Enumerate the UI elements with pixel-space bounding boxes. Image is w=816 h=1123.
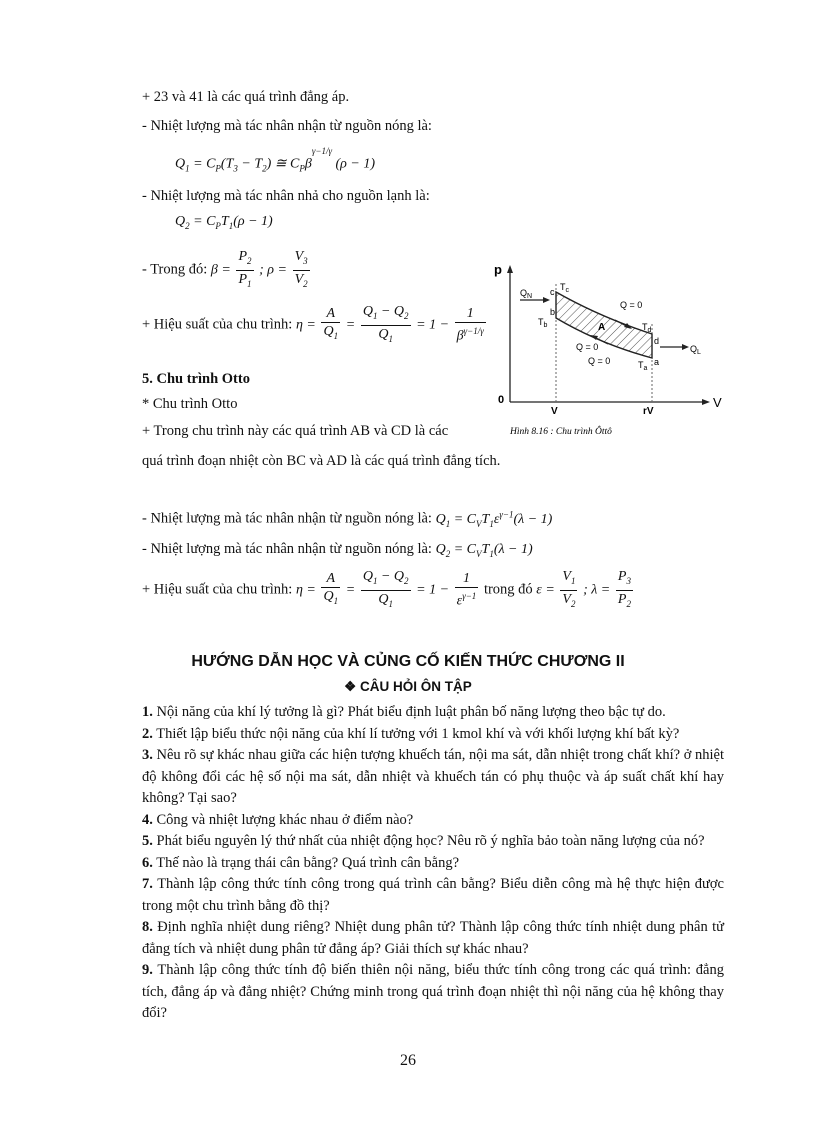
- question-item: [142, 960, 724, 1025]
- text-line: - Nhiệt lượng mà tác nhân nhận từ nguồn nóng là:: [142, 118, 432, 134]
- question-text: Thành lập công thức tính độ biến thiên nội năng, biểu thức tính công trong các quá trình: đẳng tích, đẳng áp và đẳng nhiệt? Chứng minh trong quá trình đoạn nhiệt thì nội năng của hệ không thay đổi?: [142, 962, 724, 1021]
- text-line: trong đó: [483, 581, 533, 598]
- question-item: [142, 831, 724, 853]
- question-number: 2.: [142, 725, 153, 742]
- tc-label: $T_c$: [560, 282, 569, 294]
- question-item: [142, 810, 724, 832]
- q0-label-top: Q = 0: [620, 300, 643, 310]
- question-item: [142, 702, 724, 724]
- text-line: + Hiệu suất của chu trình:: [142, 581, 293, 598]
- q0-label-mid: Q = 0: [576, 342, 599, 352]
- question-number: 1.: [142, 704, 153, 720]
- point-a: a: [654, 357, 660, 367]
- question-number: 6.: [142, 854, 153, 871]
- formula-q1: $Q_1 = C_P(T_3 - T_2)$ ≅ $C_P\beta^{\gamma-1/\gamma}$ (ρ − 1): [175, 146, 375, 174]
- page-number: 26: [400, 1052, 416, 1069]
- fraction: $\frac{V_3}{V_2}$: [294, 249, 308, 289]
- fraction: $\frac{1}{\beta^{\gamma-1/\gamma}}$: [456, 306, 484, 345]
- work-label: A: [598, 322, 606, 333]
- question-text: Định nghĩa nhiệt dung riêng? Nhiệt dung phân tử? Thành lập công thức tính nhiệt dung phân tử đẳng tích và nhiệt dung phân tử đẳng áp? Giải thích sự khác nhau?: [142, 919, 725, 957]
- section-title: 5. Chu trình Otto: [142, 371, 250, 387]
- tb-label: $T_b$: [538, 317, 548, 329]
- text-line: - Trong đó:: [142, 261, 208, 278]
- v-label: V: [713, 395, 722, 410]
- question-item: [142, 874, 724, 917]
- origin-label: 0: [498, 394, 505, 406]
- q0-label-bottom: Q = 0: [588, 356, 611, 366]
- point-d: d: [654, 336, 660, 346]
- question-number: 3.: [142, 747, 153, 763]
- figure-caption: Hình 8.16 : Chu trình Ôttô: [510, 427, 612, 437]
- text-line: quá trình đoạn nhiệt còn BC và AD là các quá trình đẳng tích.: [142, 453, 501, 469]
- question-number: 8.: [142, 919, 153, 935]
- text-line: * Chu trình Otto: [142, 396, 238, 412]
- chapter-guide-title: HƯỚNG DẪN HỌC VÀ CỦNG CỐ KIẾN THỨC CHƯƠNG II: [191, 653, 625, 670]
- efficiency-line: + Hiệu suất của chu trình: η = $\frac{A}{Q_1}$ = $\frac{Q_1 - Q_2}{Q_1}$ = 1 − $\frac{1}{\beta^{\gamma-1/\gamma}}$: [142, 303, 488, 348]
- question-item: [142, 724, 724, 746]
- ta-label: $T_a$: [638, 360, 648, 372]
- question-item: [142, 745, 724, 810]
- question-text: Công và nhiệt lượng khác nhau ở điểm nào?: [156, 811, 414, 828]
- p-label: p: [494, 262, 502, 277]
- otto-q1-line: - Nhiệt lượng mà tác nhân nhận từ nguồn nóng là: $Q_1 = C_VT_1\varepsilon^{\gamma-1}(\lambda - 1)$: [142, 509, 553, 529]
- fraction: $\frac{P_2}{P_1}$: [238, 249, 252, 289]
- text-line: + Trong chu trình này các quá trình AB và CD là các: [142, 423, 449, 439]
- text-line: - Nhiệt lượng mà tác nhân nhận từ nguồn nóng là:: [142, 510, 432, 527]
- ql-label: $Q_L$: [690, 344, 701, 356]
- td-label: $T_d$: [642, 322, 652, 334]
- review-questions-label: CÂU HỎI ÔN TẬP: [360, 679, 472, 694]
- question-text: Thiết lập biểu thức nội năng của khí lí tưởng với 1 kmol khí và với khối lượng khí bất kỳ?: [156, 725, 680, 742]
- fraction: $\frac{1}{\varepsilon^{\gamma-1}}$: [456, 571, 477, 610]
- review-questions-heading: [0, 678, 816, 696]
- question-number: 4.: [142, 811, 153, 828]
- diamond-bullet-icon: ❖: [344, 679, 357, 694]
- definition-line: - Trong đó: β = $\frac{P_2}{P_1}$ ; ρ = $\frac{V_3}{V_2}$: [142, 248, 312, 293]
- fraction: $\frac{A}{Q_1}$: [323, 306, 339, 342]
- text-line: - Nhiệt lượng mà tác nhân nhận từ nguồn nóng là:: [142, 541, 432, 557]
- question-text: Phát biểu nguyên lý thứ nhất của nhiệt động học? Nêu rõ ý nghĩa bảo toàn năng lượng của nó?: [156, 833, 705, 849]
- question-text: Nội năng của khí lý tưởng là gì? Phát biểu định luật phân bố năng lượng theo bậc tự do.: [156, 704, 666, 720]
- text-line: + 23 và 41 là các quá trình đẳng áp.: [142, 89, 350, 105]
- rv-tick-label: rV: [643, 406, 654, 417]
- question-text: Thành lập công thức tính công trong quá trình cân bằng? Biểu diễn công mà hệ thực hiện được trong một chu trình bằng đồ thị?: [142, 876, 724, 914]
- question-number: 7.: [142, 876, 153, 892]
- v-tick-label: V: [551, 406, 558, 417]
- question-item: [142, 853, 724, 875]
- otto-cycle-figure: [480, 262, 730, 442]
- otto-q2-line: - Nhiệt lượng mà tác nhân nhận từ nguồn nóng là: $Q_2 = C_VT_1(\lambda - 1)$: [142, 541, 533, 559]
- formula-q2: $Q_2 = C_PT_1(\rho - 1)$: [175, 214, 273, 231]
- qn-label: $Q_N$: [520, 288, 533, 300]
- question-list: [142, 702, 724, 1025]
- fraction: $\frac{Q_1 - Q_2}{Q_1}$: [362, 304, 409, 344]
- fraction: $\frac{V_1}{V_2}$: [562, 569, 576, 609]
- point-c: c: [550, 287, 555, 297]
- otto-efficiency-line: + Hiệu suất của chu trình: η = $\frac{A}{Q_1}$ = $\frac{Q_1 - Q_2}{Q_1}$ = 1 − $\frac{1}{\varepsilon^{\gamma-1}}$ trong đó ε = $\frac{V_1}{V_2}$ ; λ = $\frac{P_3}{P_2}$: [142, 568, 635, 613]
- text-line: + Hiệu suất của chu trình:: [142, 316, 293, 333]
- point-b: b: [550, 307, 556, 317]
- question-text: Thế nào là trạng thái cân bằng? Quá trình cân bằng?: [156, 854, 460, 871]
- question-number: 5.: [142, 833, 153, 849]
- question-item: [142, 917, 724, 960]
- question-text: Nêu rõ sự khác nhau giữa các hiện tượng khuếch tán, nội ma sát, dẫn nhiệt trong chất khí? ở nhiệt độ không đổi các hệ số nội ma sát, dẫn nhiệt và khuếch tán có phụ thuộc và áp suất chất khí hay không? Tại sao?: [142, 747, 724, 806]
- fraction: $\frac{P_3}{P_2}$: [617, 569, 631, 609]
- fraction: $\frac{A}{Q_1}$: [323, 571, 339, 607]
- text-line: - Nhiệt lượng mà tác nhân nhả cho nguồn lạnh là:: [142, 188, 430, 204]
- pv-diagram: [480, 262, 730, 442]
- fraction: $\frac{Q_1 - Q_2}{Q_1}$: [362, 569, 409, 609]
- question-number: 9.: [142, 962, 153, 978]
